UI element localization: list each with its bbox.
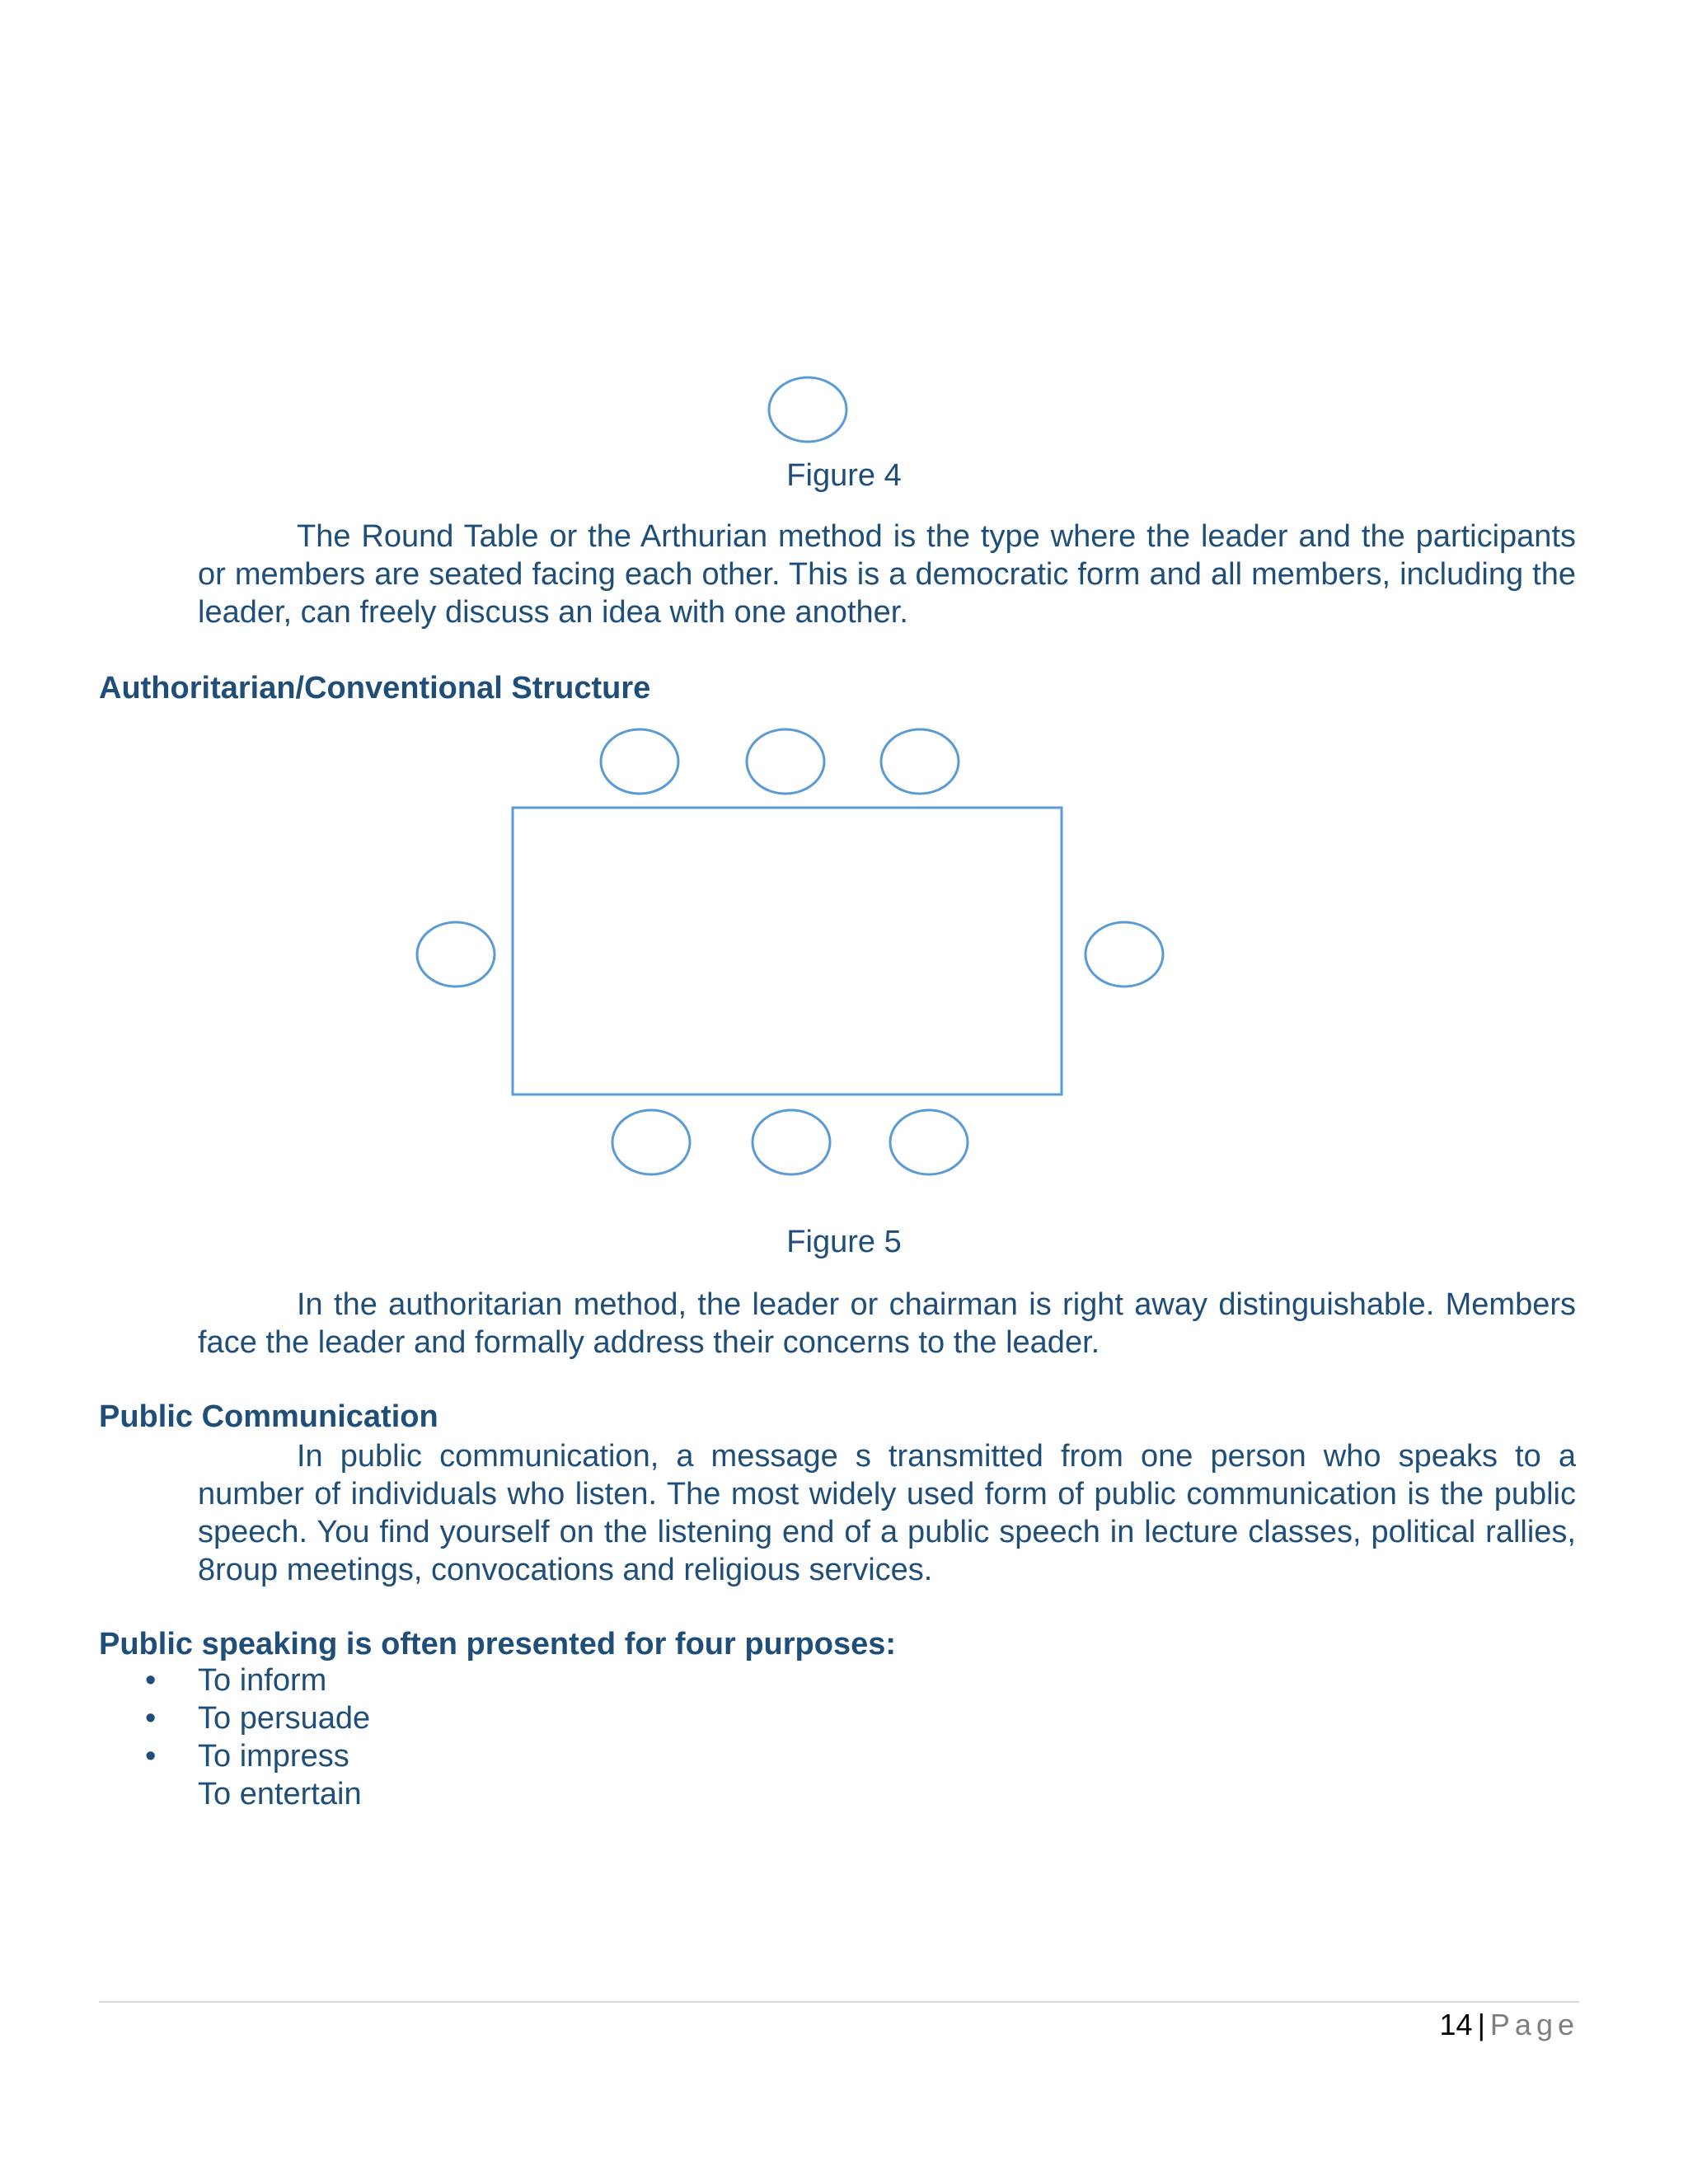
list-item-label: To persuade	[198, 1701, 371, 1736]
list-item-label: To entertain	[198, 1777, 362, 1811]
public-communication-heading: Public Communication	[99, 1399, 438, 1434]
figure4-seat	[769, 377, 846, 442]
list-item	[145, 1661, 370, 1699]
round-table-paragraph	[198, 518, 1576, 631]
list-item	[145, 1699, 370, 1737]
authoritarian-paragraph	[198, 1286, 1576, 1361]
list-item-label: To impress	[198, 1739, 349, 1774]
figure5-seat-bottom-2	[753, 1110, 830, 1174]
list-item-label: To inform	[198, 1663, 327, 1698]
page-number: 14	[1439, 2008, 1473, 2041]
authoritarian-text: In the authoritarian method, the leader or chairman is right away distinguishable. Members face the leader and formally address their concerns to the leader.	[198, 1287, 1576, 1360]
figure5-seat-top-3	[881, 729, 959, 794]
page-label: Page	[1489, 2008, 1579, 2041]
figure5-caption: Figure 5	[786, 1225, 902, 1259]
figure4-caption: Figure 4	[786, 458, 902, 493]
round-table-text: The Round Table or the Arthurian method is the type where the leader and the participants or members are seated facing each other. This is a democratic form and all members, including the leader, can freely discuss an idea with one another.	[198, 519, 1576, 630]
bullet-icon: •	[145, 1701, 157, 1736]
purposes-list	[145, 1661, 370, 1813]
figure5-seat-top-1	[601, 729, 678, 794]
list-item	[145, 1737, 370, 1775]
figure5-seat-bottom-3	[890, 1110, 968, 1174]
public-communication-text: In public communication, a message s transmitted from one person who speaks to a number of individuals who listen. The most widely used form of public communication is the public speech. You find yourself on the listening end of a public speech in lecture classes, political rallies, 8roup meetings, convocations and religious services.	[198, 1439, 1576, 1587]
bullet-icon: •	[145, 1739, 157, 1774]
page-footer	[1440, 2008, 1579, 2042]
footer-divider	[99, 2001, 1579, 2003]
figure5-seat-left	[417, 922, 495, 987]
figure5-seat-top-2	[747, 729, 824, 794]
bullet-icon: •	[145, 1663, 157, 1698]
public-communication-paragraph	[198, 1437, 1576, 1589]
footer-separator: |	[1477, 2008, 1485, 2041]
figure5-seat-bottom-1	[612, 1110, 690, 1174]
purposes-heading: Public speaking is often presented for four purposes:	[99, 1627, 897, 1661]
figure5-table	[513, 808, 1062, 1094]
authoritarian-heading: Authoritarian/Conventional Structure	[99, 671, 651, 705]
figure5-seat-right	[1085, 922, 1163, 987]
list-item	[145, 1775, 370, 1813]
